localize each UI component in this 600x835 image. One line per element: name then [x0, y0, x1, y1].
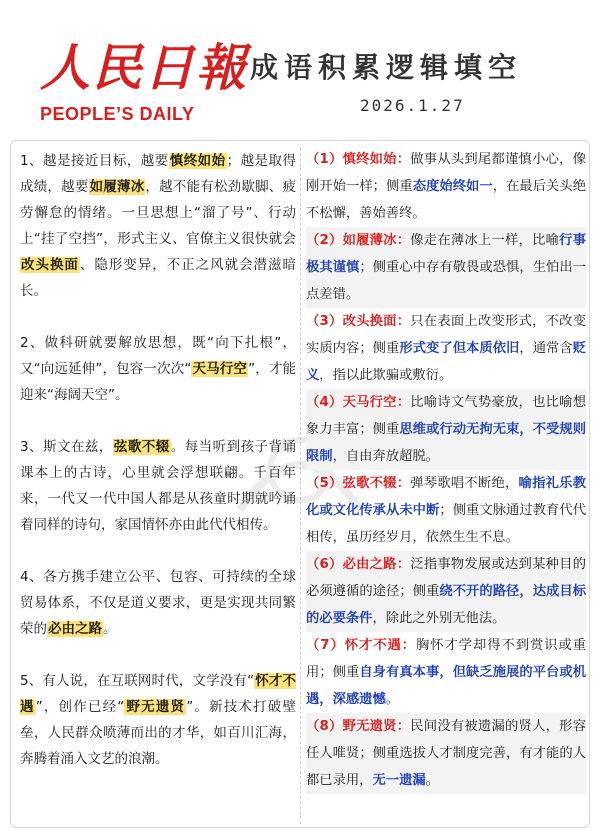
definition-text: 。	[425, 773, 439, 788]
definition-text: ，通常含	[519, 341, 573, 356]
definition-text: ，在最后关头绝不松懈，善始善终。	[306, 179, 587, 221]
definition-label: （6）必由之路：	[306, 557, 411, 572]
question-text: 。每当听到孩子背诵课本上的古诗，心里就会浮想联翩。千百年来，一代又一代中国人都是从孩童时期就吟诵着同样的诗句，家国情怀亦由此代代相传。	[20, 439, 296, 533]
page-title: 成语积累逻辑填空	[250, 51, 523, 84]
definition-emphasis: 态度始终如一	[412, 179, 493, 194]
definition-label: （7）怀才不遇：	[306, 638, 416, 653]
definition-emphasis: 喻指礼乐教化或文化传承从未中断	[306, 476, 586, 518]
question-text: 做科研就要解放思想，既“向下扎根”，又“向远延伸”，包容一次次“	[20, 335, 296, 377]
question-number: 1、	[20, 153, 44, 169]
answer-idiom: 怀才不遇	[20, 673, 297, 715]
definition-1	[306, 146, 586, 227]
question-number: 3、	[20, 439, 44, 455]
question-text: ，越不能有松劲歇脚、疲劳懈怠的情绪。一旦思想上“溜了号”、行动上“挂了空挡”，形式主义、官僚主义很快就会	[20, 179, 297, 247]
logo-chinese: 人民日報	[40, 38, 248, 97]
definition-emphasis: 贬义	[306, 341, 587, 383]
question-text: ；越是取得成绩，越要	[20, 153, 296, 195]
definition-label: （1）慎终如始：	[306, 152, 411, 167]
question-text: 斯文在兹，	[43, 439, 113, 455]
definition-label: （8）野无遗贤：	[306, 719, 411, 734]
definition-label: （5）弦歌不辍：	[306, 476, 411, 491]
question-text: ”，创作已经“	[35, 699, 125, 715]
question-number: 4、	[20, 569, 44, 585]
answer-idiom: 慎终如始	[169, 153, 226, 169]
definition-text: 胸怀才学却得不到赏识或重用；侧重	[306, 638, 586, 680]
definition-text: ，指以此欺骗或敷衍。	[319, 368, 453, 383]
answer-idiom: 如履薄冰	[89, 179, 145, 195]
definition-text: 泛指事物发展或达到某种目的必须遵循的途径；侧重	[306, 557, 586, 599]
definition-emphasis: 行事极其谨慎	[306, 233, 586, 275]
definition-text: 只在表面上改变形式，不改变实质内容；侧重	[306, 314, 586, 356]
definition-2	[306, 227, 586, 308]
definition-3	[306, 308, 586, 389]
definition-text: 弹琴歌唱不断绝，	[410, 476, 519, 491]
answer-idiom: 天马行空	[192, 361, 248, 377]
questions-column	[20, 148, 296, 828]
definition-emphasis: 形式变了但本质依旧	[399, 341, 520, 356]
definition-text: ，除此之外别无他法。	[372, 611, 506, 626]
definition-label: （4）天马行空：	[306, 395, 411, 410]
answer-idiom: 改头换面	[21, 257, 79, 273]
question-number: 2、	[20, 335, 45, 351]
question-4	[20, 564, 296, 642]
question-5	[20, 668, 296, 772]
definition-8	[306, 713, 586, 794]
question-text: 、隐形变异，不正之风就会潜滋暗长。	[20, 257, 297, 299]
question-text: 各方携手建立公平、包容、可持续的全球贸易体系，不仅是道义要求，更是实现共同繁荣的	[20, 569, 297, 637]
page-date: 2026.1.27	[360, 96, 465, 115]
definition-emphasis: 思维或行动无拘无束，不受规则限制	[306, 422, 587, 464]
definition-label: （3）改头换面：	[306, 314, 411, 329]
definition-text: 做事从头到尾都谨慎小心，像刚开始一样；侧重	[306, 152, 586, 194]
definition-emphasis: 自身有真本事，但缺乏施展的平台或机遇，深感遗憾	[306, 665, 587, 707]
question-number: 5、	[20, 673, 43, 689]
question-2	[20, 330, 296, 408]
header	[0, 0, 600, 140]
definition-text: ，自由奔放超脱。	[332, 449, 439, 464]
definition-4	[306, 389, 586, 470]
question-text: ”。新技术打破壁垒，人民群众喷薄而出的才华，如百川汇海，奔腾着涌入文艺的浪潮。	[20, 699, 296, 767]
definition-text: 民间没有被遗漏的贤人，形容任人唯贤；侧重选拔人才制度完善，有才能的人都已录用，	[306, 719, 586, 788]
question-1	[20, 148, 296, 304]
answer-idiom: 必由之路	[48, 621, 102, 637]
definition-6	[306, 551, 586, 632]
answer-idiom: 弦歌不辍	[113, 439, 170, 455]
definition-7	[306, 632, 586, 713]
definition-emphasis: 绕不开的路径，达成目标的必要条件	[306, 584, 587, 626]
question-text: 越是接近目标，越要	[43, 153, 169, 169]
question-text: ”，才能迎来“海阔天空”。	[20, 361, 297, 403]
question-text: 有人说，在互联网时代，文学没有“	[42, 673, 255, 689]
definition-text: ；侧重心中存有敬畏或恐惧，生怕出一点差错。	[306, 260, 587, 302]
definition-text: 比喻诗文气势豪放，也比喻想象力丰富；侧重	[306, 395, 586, 437]
logo-english: PEOPLE’S DAILY	[40, 104, 195, 124]
definition-text: 像走在薄冰上一样，比喻	[410, 233, 560, 248]
definition-text: ；侧重文脉通过教育代代相传，虽历经岁月，依然生生不息。	[306, 503, 587, 545]
definitions-column	[306, 146, 586, 830]
answer-idiom: 野无遗贤	[125, 699, 186, 715]
question-text: 。	[103, 621, 117, 637]
column-divider	[300, 148, 301, 824]
definition-5	[306, 470, 586, 551]
definition-emphasis: 无一遗漏	[372, 773, 426, 788]
definition-label: （2）如履薄冰：	[306, 233, 411, 248]
question-3	[20, 434, 296, 538]
definition-text: 。	[385, 692, 400, 707]
